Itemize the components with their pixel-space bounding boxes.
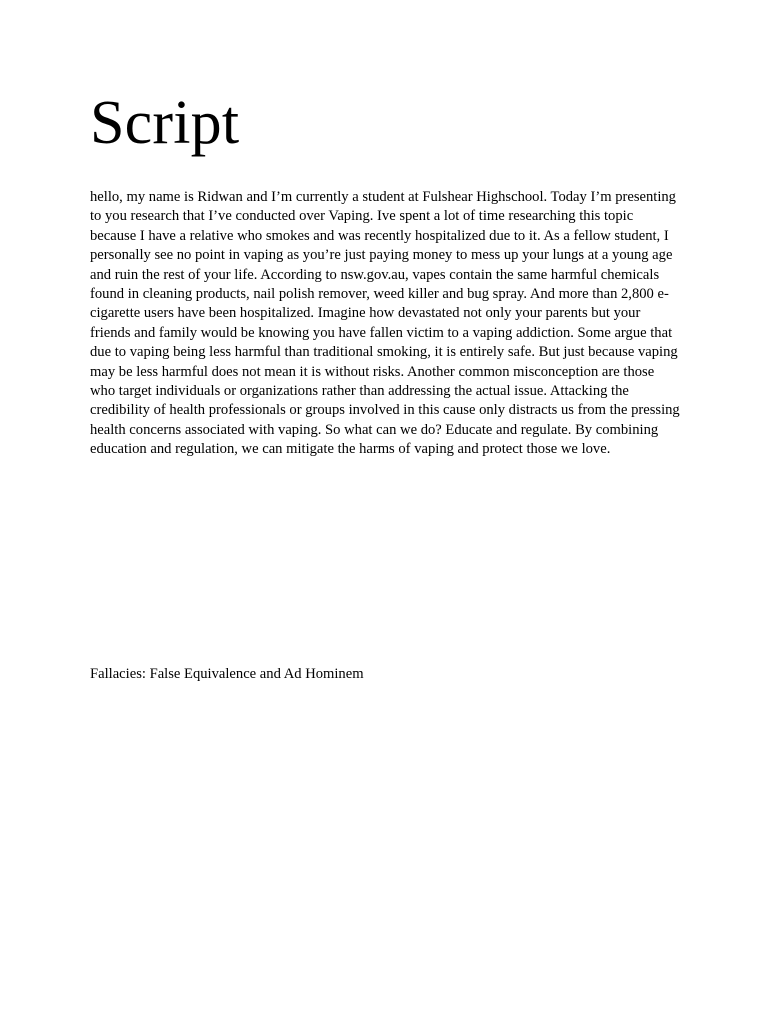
document-title: Script [90,89,240,157]
fallacies-note: Fallacies: False Equivalence and Ad Hominem [90,666,364,682]
script-paragraph: hello, my name is Ridwan and I’m currently a student at Fulshear Highschool. Today I’m presenting to you research that I’ve conducted over Vaping. Ive spent a lot of time researching this topic because I have a relative who smokes and was recently hospitalized due to it. As a fellow student, I personally see no point in vaping as you’re just paying money to mess up your lungs at a young age and ruin the rest of your life. According to nsw.gov.au, vapes contain the same harmful chemicals found in cleaning products, nail polish remover, weed killer and bug spray. And more than 2,800 e-cigarette users have been hospitalized. Imagine how devastated not only your parents but your friends and family would be knowing you have fallen victim to a vaping addiction. Some argue that due to vaping being less harmful than traditional smoking, it is entirely safe. But just because vaping may be less harmful does not mean it is without risks. Another common misconception are those who target individuals or organizations rather than addressing the actual issue. Attacking the credibility of health professionals or groups involved in this cause only distracts us from the pressing health concerns associated with vaping. So what can we do? Educate and regulate. By combining education and regulation, we can mitigate the harms of vaping and protect those we love. [90,189,680,458]
